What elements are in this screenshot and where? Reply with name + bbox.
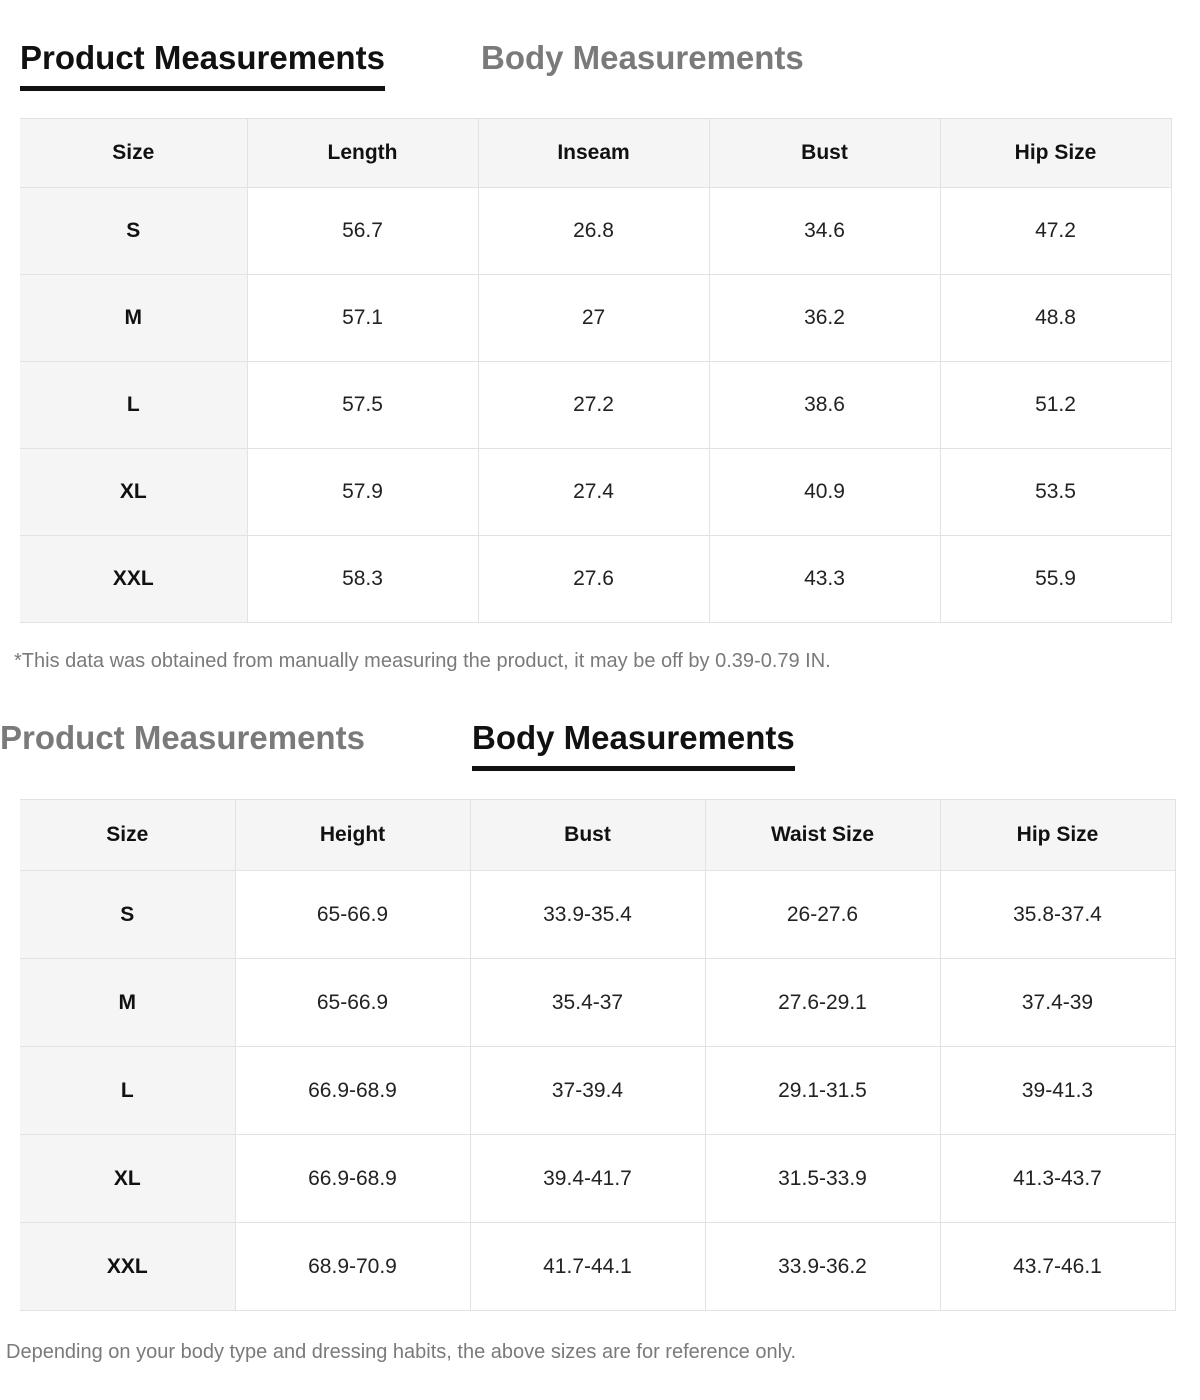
- measurement-tabs: [20, 38, 1172, 98]
- column-header: Bust: [470, 800, 705, 871]
- size-reference-note: Depending on your body type and dressing habits, the above sizes are for reference only.: [6, 1341, 797, 1363]
- table-cell: 57.5: [247, 362, 478, 449]
- table-cell: 29.1-31.5: [705, 1047, 940, 1135]
- table-cell: 41.7-44.1: [470, 1223, 705, 1311]
- tab-product-measurements[interactable]: Product Measurements: [0, 719, 365, 756]
- table-row: [20, 1047, 1175, 1135]
- size-label: L: [20, 1047, 235, 1135]
- size-label: XL: [20, 1135, 235, 1223]
- table-cell: 33.9-36.2: [705, 1223, 940, 1311]
- table-row: [20, 449, 1171, 536]
- size-label: XXL: [20, 1223, 235, 1311]
- tab-product-measurements[interactable]: Product Measurements: [20, 38, 385, 91]
- table-cell: 34.6: [709, 188, 940, 275]
- table-cell: 65-66.9: [235, 959, 470, 1047]
- table-cell: 26-27.6: [705, 871, 940, 959]
- table-cell: 27.4: [478, 449, 709, 536]
- column-header: Inseam: [478, 119, 709, 188]
- table-header-row: [20, 119, 1171, 188]
- column-header: Waist Size: [705, 800, 940, 871]
- table-cell: 43.3: [709, 536, 940, 623]
- size-label: XL: [20, 449, 247, 536]
- table-cell: 31.5-33.9: [705, 1135, 940, 1223]
- column-header: Size: [20, 119, 247, 188]
- table-cell: 65-66.9: [235, 871, 470, 959]
- size-label: M: [20, 275, 247, 362]
- table-cell: 39-41.3: [940, 1047, 1175, 1135]
- table-row: [20, 1135, 1175, 1223]
- table-cell: 37-39.4: [470, 1047, 705, 1135]
- column-header: Hip Size: [940, 119, 1171, 188]
- tab-body-measurements[interactable]: Body Measurements: [481, 39, 804, 76]
- table-cell: 66.9-68.9: [235, 1135, 470, 1223]
- column-header: Hip Size: [940, 800, 1175, 871]
- column-header: Height: [235, 800, 470, 871]
- table-cell: 35.8-37.4: [940, 871, 1175, 959]
- table-cell: 39.4-41.7: [470, 1135, 705, 1223]
- table-cell: 56.7: [247, 188, 478, 275]
- size-label: S: [20, 188, 247, 275]
- table-cell: 37.4-39: [940, 959, 1175, 1047]
- table-cell: 51.2: [940, 362, 1171, 449]
- column-header: Length: [247, 119, 478, 188]
- table-row: [20, 959, 1175, 1047]
- table-cell: 66.9-68.9: [235, 1047, 470, 1135]
- table-cell: 55.9: [940, 536, 1171, 623]
- product-measurements-section: [20, 38, 1172, 98]
- table-cell: 57.1: [247, 275, 478, 362]
- table-cell: 36.2: [709, 275, 940, 362]
- table-row: [20, 362, 1171, 449]
- table-cell: 41.3-43.7: [940, 1135, 1175, 1223]
- column-header: Size: [20, 800, 235, 871]
- table-cell: 27.2: [478, 362, 709, 449]
- table-cell: 27.6: [478, 536, 709, 623]
- table-cell: 43.7-46.1: [940, 1223, 1175, 1311]
- tab-body-measurements[interactable]: Body Measurements: [472, 718, 795, 771]
- table-cell: 48.8: [940, 275, 1171, 362]
- product-measurements-table: [20, 118, 1172, 623]
- table-row: [20, 1223, 1175, 1311]
- table-row: [20, 188, 1171, 275]
- size-label: L: [20, 362, 247, 449]
- table-cell: 27: [478, 275, 709, 362]
- table-cell: 53.5: [940, 449, 1171, 536]
- column-header: Bust: [709, 119, 940, 188]
- table-cell: 57.9: [247, 449, 478, 536]
- body-measurements-section: [0, 718, 1176, 778]
- table-row: [20, 871, 1175, 959]
- size-label: S: [20, 871, 235, 959]
- table-cell: 26.8: [478, 188, 709, 275]
- table-cell: 38.6: [709, 362, 940, 449]
- measurement-tabs: [0, 718, 1176, 778]
- table-cell: 58.3: [247, 536, 478, 623]
- measurement-disclaimer: *This data was obtained from manually measuring the product, it may be off by 0.39-0.79 IN.: [14, 650, 831, 672]
- table-cell: 33.9-35.4: [470, 871, 705, 959]
- table-cell: 27.6-29.1: [705, 959, 940, 1047]
- size-label: XXL: [20, 536, 247, 623]
- table-row: [20, 536, 1171, 623]
- table-header-row: [20, 800, 1175, 871]
- table-cell: 40.9: [709, 449, 940, 536]
- size-label: M: [20, 959, 235, 1047]
- body-measurements-table: [20, 799, 1176, 1311]
- table-cell: 47.2: [940, 188, 1171, 275]
- table-cell: 68.9-70.9: [235, 1223, 470, 1311]
- table-row: [20, 275, 1171, 362]
- table-cell: 35.4-37: [470, 959, 705, 1047]
